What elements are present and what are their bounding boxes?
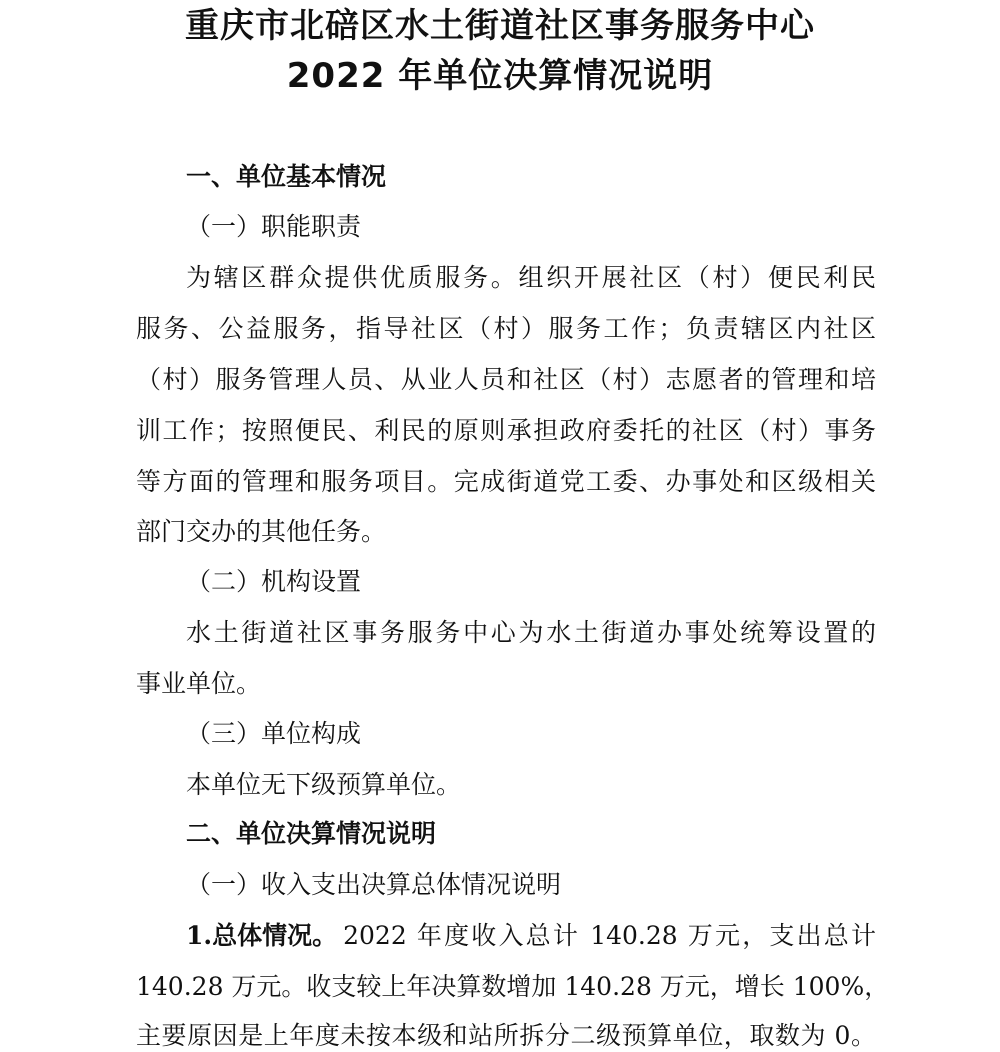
section2-sub1-line: 140.28 万元。收支较上年决算数增加 140.28 万元，增长 100%， [136, 972, 890, 1001]
section1-sub1-line: （村）服务管理人员、从业人员和社区（村）志愿者的管理和培 [136, 365, 876, 394]
document-title-line1: 重庆市北碚区水土街道社区事务服务中心 [185, 6, 815, 46]
section1-sub1-line: 为辖区群众提供优质服务。组织开展社区（村）便民利民 [186, 263, 876, 292]
section1-sub2-line: 事业单位。 [136, 669, 262, 698]
section1-sub1-line: 训工作；按照便民、利民的原则承担政府委托的社区（村）事务 [136, 416, 876, 445]
section1-heading: 一、单位基本情况 [186, 162, 387, 191]
section2-item1-line [186, 920, 876, 952]
section1-sub2-heading: （二）机构设置 [186, 567, 362, 596]
item1-text: 2022 年度收入总计 140.28 万元，支出总计 [343, 921, 876, 950]
section2-sub1-line: 主要原因是上年度未按本级和站所拆分二级预算单位，取数为 0。 [136, 1021, 876, 1050]
section1-sub3-heading: （三）单位构成 [186, 719, 362, 748]
section2-sub1-heading: （一）收入支出决算总体情况说明 [186, 870, 562, 899]
document-title-line2: 2022 年单位决算情况说明 [286, 56, 714, 96]
section2-heading: 二、单位决算情况说明 [186, 819, 437, 848]
section1-sub1-heading: （一）职能职责 [186, 212, 362, 241]
section1-sub3-line: 本单位无下级预算单位。 [186, 770, 462, 799]
section1-sub2-line: 水土街道社区事务服务中心为水土街道办事处统筹设置的 [186, 618, 876, 647]
section1-sub1-line: 部门交办的其他任务。 [136, 517, 387, 546]
section1-sub1-line: 等方面的管理和服务项目。完成街道党工委、办事处和区级相关 [136, 467, 876, 496]
section1-sub1-line: 服务、公益服务，指导社区（村）服务工作；负责辖区内社区 [136, 314, 876, 343]
item1-label: 1.总体情况。 [186, 921, 338, 950]
